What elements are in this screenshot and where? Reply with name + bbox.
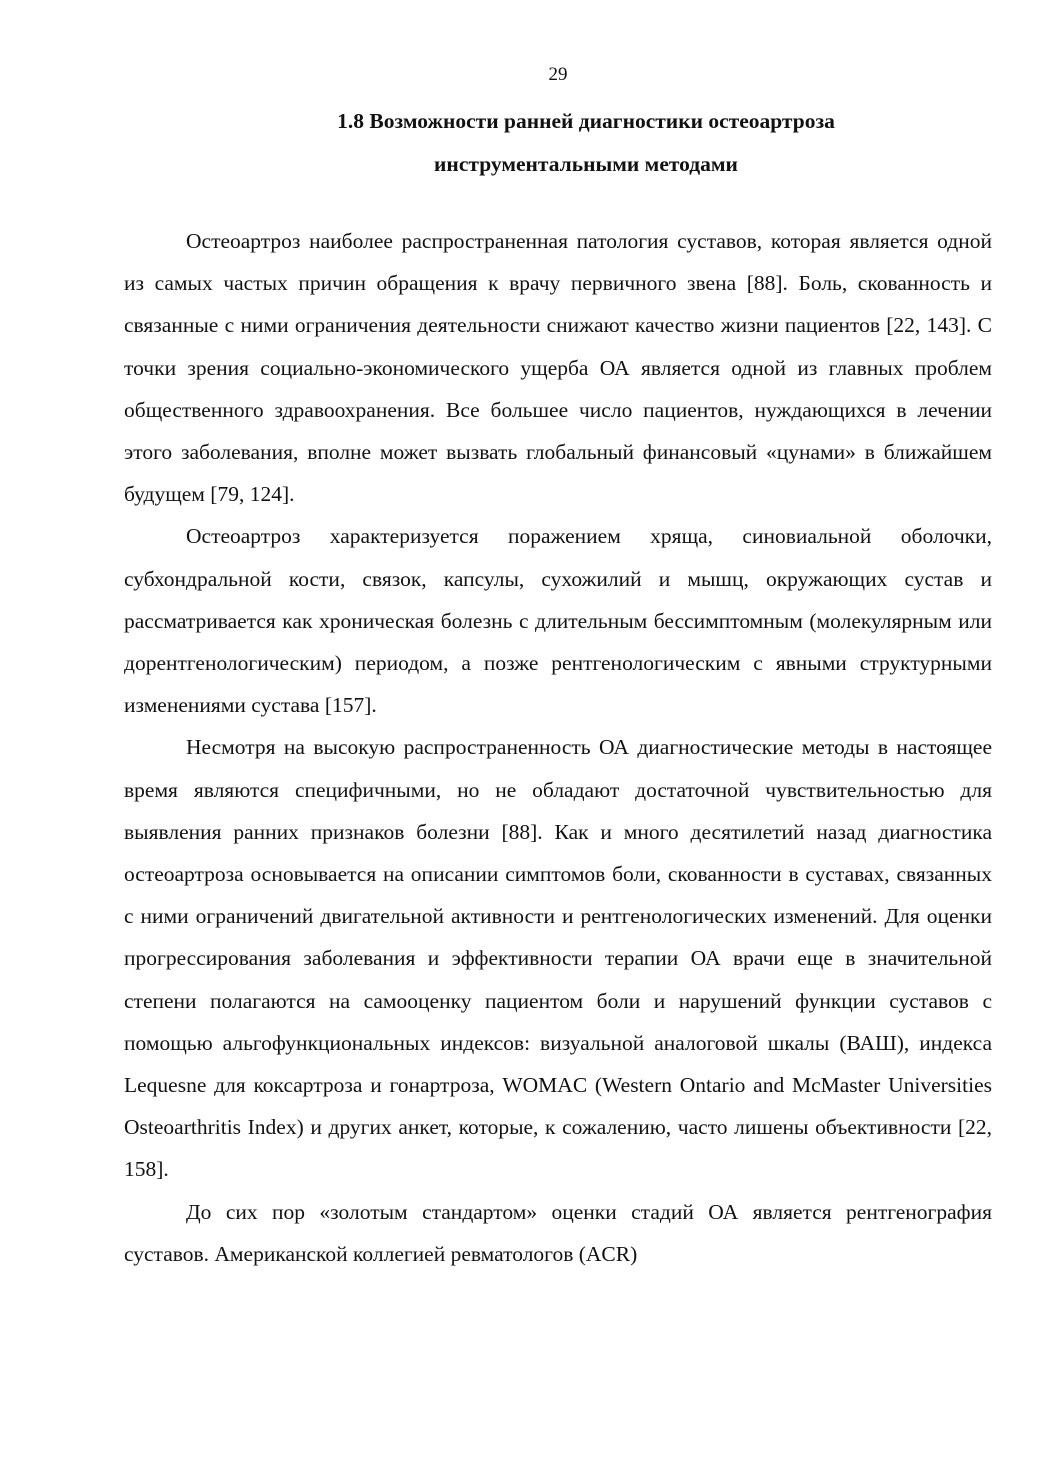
section-title-line-2: инструментальными методами: [434, 152, 738, 176]
paragraph-2: Остеоартроз характеризуется поражением хряща, синовиальной оболочки, субхондральной кости, связок, капсулы, сухожилий и мышц, окружающих сустав и рассматривается как хроническая болезнь с длительным бессимптомным (молекулярным или дорентгенологическим) периодом, а позже рентгенологическим с явными структурными изменениями сустава [157].: [124, 524, 992, 718]
paragraph-4: До сих пор «золотым стандартом» оценки стадий ОА является рентгенография суставов. Американской коллегией ревматологов (ACR): [124, 1199, 992, 1266]
paragraph-1: Остеоартроз наиболее распространенная патология суставов, которая является одной из самых частых причин обращения к врачу первичного звена [88]. Боль, скованность и связанные с ними ограничения деятельности снижают качество жизни пациентов [22, 143]. С точки зрения социально-экономического ущерба ОА является одной из главных проблем общественного здравоохранения. Все большее число пациентов, нуждающихся в лечении этого заболевания, вполне может вызвать глобальный финансовый «цунами» в ближайшем будущем [79, 124].: [124, 229, 992, 507]
body-text: [124, 220, 992, 1275]
section-title-line-1: 1.8 Возможности ранней диагностики остеоартроза: [337, 109, 835, 133]
section-title: [124, 100, 992, 186]
paragraph-3: Несмотря на высокую распространенность ОА диагностические методы в настоящее время являются специфичными, но не обладают достаточной чувствительностью для выявления ранних признаков болезни [88]. Как и много десятилетий назад диагностика остеоартроза основывается на описании симптомов боли, скованности в суставах, связанных с ними ограничений двигательной активности и рентгенологических изменений. Для оценки прогрессирования заболевания и эффективности терапии ОА врачи еще в значительной степени полагаются на самооценку пациентом боли и нарушений функции суставов с помощью альгофункциональных индексов: визуальной аналоговой шкалы (ВАШ), индекса Lequesne для коксартроза и гонартроза, WOMAC (Western Ontario and McMaster Universities Osteoarthritis Index) и других анкет, которые, к сожалению, часто лишены объективности [22, 158].: [124, 735, 992, 1182]
page-number: 29: [548, 64, 568, 85]
